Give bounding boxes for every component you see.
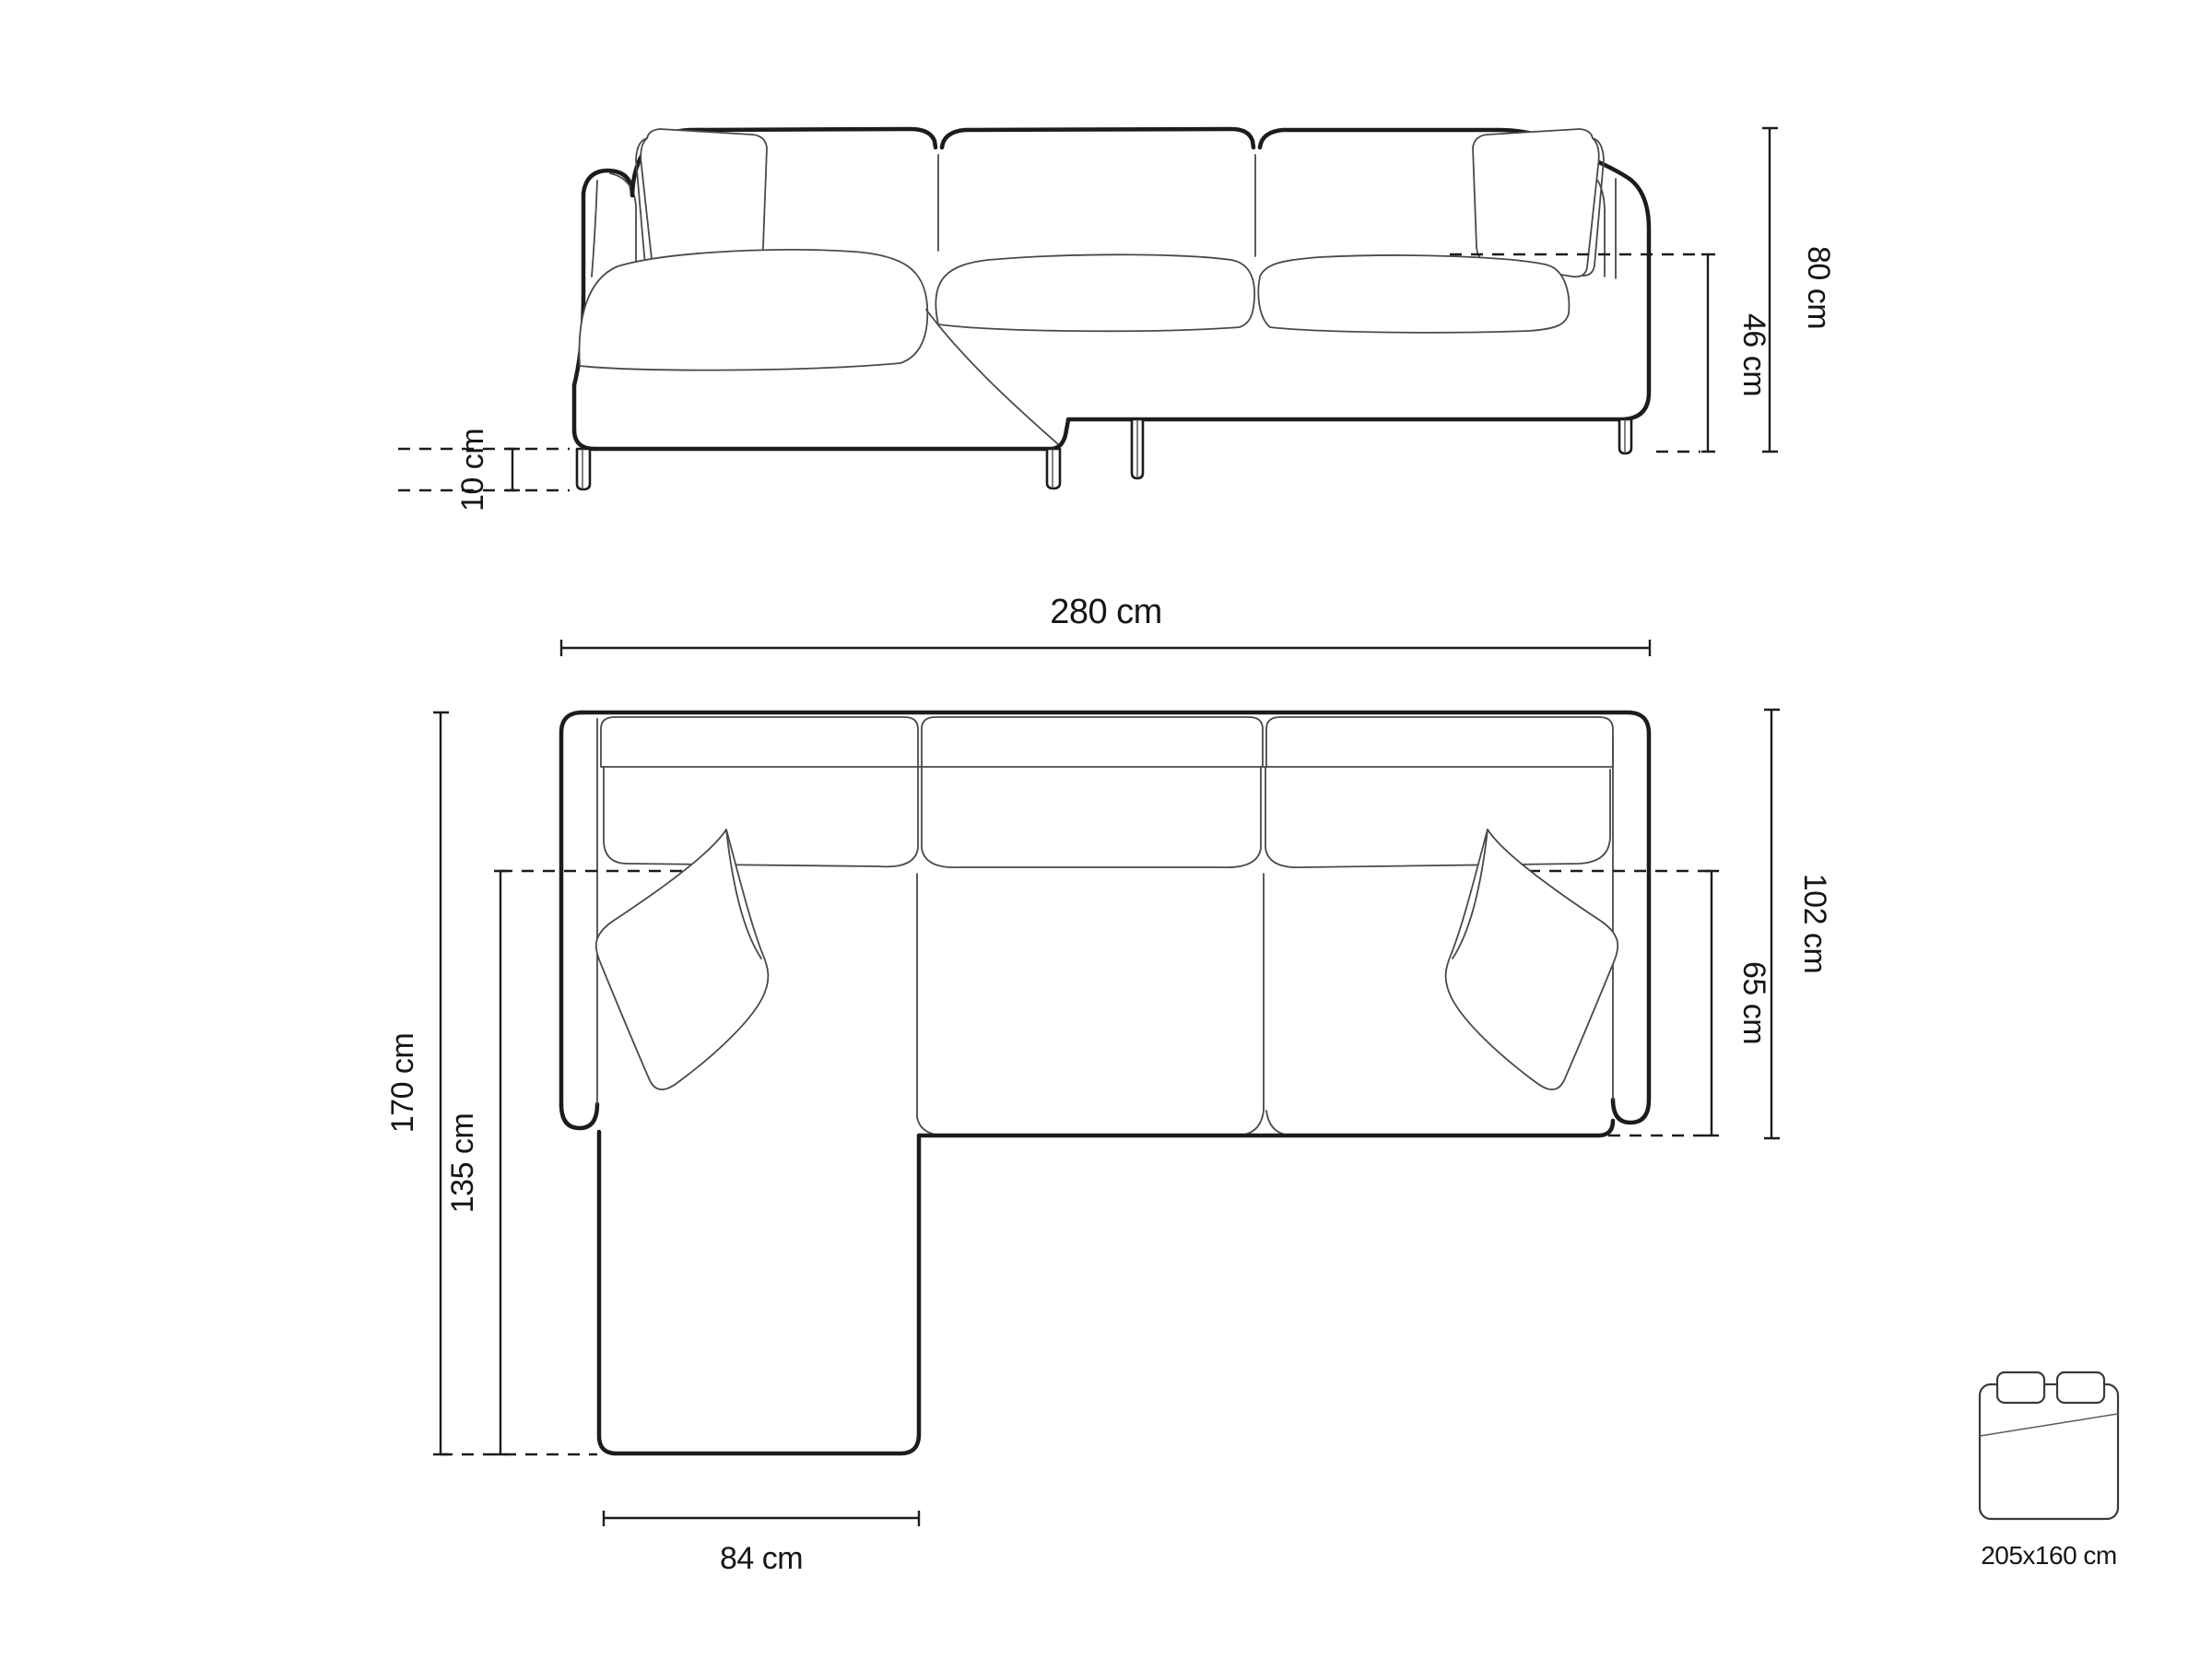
front-seat-cushion-left <box>935 254 1254 331</box>
front-dim-line-80 <box>1762 128 1778 452</box>
front-view <box>398 128 1836 512</box>
plan-body-depth-label: 102 cm <box>1797 873 1832 974</box>
bed-icon <box>1980 1372 2118 1519</box>
front-chaise-bottom-edge <box>594 420 1068 449</box>
plan-dim-line-280 <box>561 640 1650 656</box>
front-total-height-label: 80 cm <box>1801 245 1836 330</box>
plan-right-pillow <box>1446 830 1618 1089</box>
front-left-side-seam <box>592 181 597 276</box>
top-view <box>385 593 1832 1576</box>
plan-dim-line-102 <box>1764 710 1780 1138</box>
plan-back-cushion-1 <box>601 717 918 767</box>
front-seat-cushion-right <box>1258 255 1569 333</box>
plan-seat-front-edge <box>919 1121 1613 1135</box>
plan-lower-back-right <box>1265 767 1610 867</box>
plan-chaise-outline <box>599 1132 919 1453</box>
front-dim-line-10 <box>506 449 520 490</box>
sleeping-area <box>1980 1372 2118 1570</box>
plan-left-pillow <box>596 830 769 1089</box>
plan-dim-line-170 <box>433 712 449 1454</box>
plan-dim-line-84 <box>604 1511 919 1526</box>
plan-back-cushion-3 <box>1266 717 1613 767</box>
front-leg-height-label: 10 cm <box>455 428 490 512</box>
sleeping-area-label: 205x160 cm <box>1981 1541 2117 1570</box>
plan-seat-depth-label: 65 cm <box>1736 960 1771 1045</box>
plan-lower-back-left <box>604 767 918 866</box>
plan-right-arm-outer <box>1613 734 1649 1123</box>
plan-left-arm-bottom <box>561 1104 597 1128</box>
plan-total-depth-label: 170 cm <box>385 1032 420 1134</box>
front-leg-far-left <box>577 449 590 489</box>
bed-pillow-left <box>1997 1372 2044 1403</box>
plan-back-cushion-2 <box>922 717 1263 767</box>
plan-seat-cushion-hook-1 <box>917 1117 942 1135</box>
front-leg-chaise-right <box>1047 449 1060 488</box>
plan-left-arm-outer <box>561 712 582 1106</box>
plan-total-width-label: 280 cm <box>1050 593 1162 631</box>
front-dim-line-46 <box>1701 254 1715 452</box>
plan-chaise-width-label: 84 cm <box>719 1541 804 1576</box>
plan-seat-cushion-hook-2 <box>1239 1111 1290 1135</box>
plan-dim-line-65 <box>1705 871 1719 1135</box>
plan-chaise-depth-label: 135 cm <box>445 1112 480 1214</box>
front-back-top-middle <box>942 129 1253 147</box>
plan-back-outer-edge <box>582 712 1649 734</box>
plan-dim-line-135 <box>494 871 508 1454</box>
front-seat-height-label: 46 cm <box>1736 312 1771 397</box>
bed-outline <box>1980 1384 2118 1519</box>
bed-pillow-right <box>2057 1372 2104 1403</box>
front-chaise-cushion <box>580 250 928 371</box>
plan-lower-back-middle <box>922 767 1261 867</box>
